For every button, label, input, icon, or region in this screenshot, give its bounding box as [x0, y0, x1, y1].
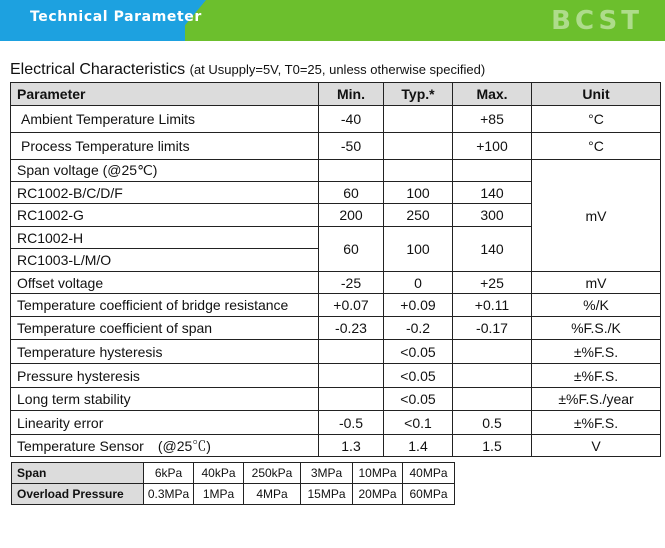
cell-max: +0.11 [453, 294, 532, 317]
cell-typ: +0.09 [384, 294, 453, 317]
cell-typ: 100 [384, 182, 453, 204]
cell-param: Temperature coefficient of bridge resistance [11, 294, 319, 317]
cell-min: -40 [319, 106, 384, 133]
cell-typ: 100 [384, 227, 453, 272]
cell-min [319, 388, 384, 411]
section-title-main: Electrical Characteristics [10, 61, 186, 78]
section-title-sub: (at Usupply=5V, T0=25, unless otherwise specified) [189, 62, 486, 77]
cell-max: +85 [453, 106, 532, 133]
span-cell: 40MPa [403, 463, 455, 484]
section-title [10, 61, 485, 79]
cell-max: 300 [453, 204, 532, 227]
cell-max: 1.5 [453, 435, 532, 457]
overload-cell: 20MPa [353, 484, 403, 505]
cell-min: -25 [319, 272, 384, 294]
brand-logo: BCST [551, 6, 643, 36]
header-tab-title: Technical Parameter [30, 9, 202, 25]
cell-unit: °C [532, 133, 661, 160]
cell-param: RC1003-L/M/O [11, 249, 319, 272]
table-row [11, 435, 661, 457]
cell-min [319, 160, 384, 182]
cell-min: +0.07 [319, 294, 384, 317]
cell-unit: °C [532, 106, 661, 133]
cell-unit-span: mV [532, 160, 661, 272]
cell-param: RC1002-B/C/D/F [11, 182, 319, 204]
header-banner [0, 0, 665, 41]
cell-typ: -0.2 [384, 317, 453, 340]
overload-cell: 0.3MPa [144, 484, 194, 505]
overload-cell: 1MPa [194, 484, 244, 505]
cell-max: -0.17 [453, 317, 532, 340]
span-row [12, 463, 455, 484]
cell-min: -0.5 [319, 411, 384, 435]
header-max: Max. [453, 83, 532, 106]
cell-unit: ±%F.S. [532, 340, 661, 364]
cell-min: 60 [319, 182, 384, 204]
cell-unit: ±%F.S./year [532, 388, 661, 411]
cell-typ [384, 133, 453, 160]
cell-param: Temperature hysteresis [11, 340, 319, 364]
cell-param: Process Temperature limits [11, 133, 319, 160]
table-row [11, 133, 661, 160]
cell-min [319, 340, 384, 364]
table-row [11, 294, 661, 317]
table-row [11, 317, 661, 340]
header-min: Min. [319, 83, 384, 106]
cell-param: Long term stability [11, 388, 319, 411]
cell-min: 1.3 [319, 435, 384, 457]
table-row [11, 340, 661, 364]
cell-unit: %/K [532, 294, 661, 317]
span-cell: 40kPa [194, 463, 244, 484]
cell-min [319, 364, 384, 388]
cell-max [453, 364, 532, 388]
cell-param: Temperature coefficient of span [11, 317, 319, 340]
cell-typ: <0.1 [384, 411, 453, 435]
cell-param: Offset voltage [11, 272, 319, 294]
overload-cell: 15MPa [301, 484, 353, 505]
table-row [11, 364, 661, 388]
table-row [11, 411, 661, 435]
header-typ: Typ.* [384, 83, 453, 106]
cell-typ: 0 [384, 272, 453, 294]
electrical-characteristics-table [10, 82, 661, 457]
header-parameter: Parameter [11, 83, 319, 106]
table-header-row [11, 83, 661, 106]
cell-param: Span voltage (@25℃) [11, 160, 319, 182]
table-row [11, 388, 661, 411]
cell-typ: 1.4 [384, 435, 453, 457]
table-row [11, 106, 661, 133]
span-cell: 10MPa [353, 463, 403, 484]
cell-min: -50 [319, 133, 384, 160]
table-row [11, 160, 661, 182]
cell-typ: <0.05 [384, 340, 453, 364]
cell-typ [384, 160, 453, 182]
cell-unit: ±%F.S. [532, 364, 661, 388]
cell-param: Pressure hysteresis [11, 364, 319, 388]
cell-typ: <0.05 [384, 364, 453, 388]
cell-param: RC1002-G [11, 204, 319, 227]
table-row [11, 272, 661, 294]
overload-pressure-table [11, 462, 455, 505]
cell-max [453, 160, 532, 182]
cell-param: Linearity error [11, 411, 319, 435]
cell-max [453, 340, 532, 364]
cell-param: RC1002-H [11, 227, 319, 249]
cell-typ [384, 106, 453, 133]
overload-cell: 60MPa [403, 484, 455, 505]
header-unit: Unit [532, 83, 661, 106]
cell-min: 200 [319, 204, 384, 227]
cell-max: 140 [453, 182, 532, 204]
cell-unit: mV [532, 272, 661, 294]
cell-max: 140 [453, 227, 532, 272]
cell-max: 0.5 [453, 411, 532, 435]
overload-row [12, 484, 455, 505]
cell-typ: 250 [384, 204, 453, 227]
cell-min: -0.23 [319, 317, 384, 340]
cell-max [453, 388, 532, 411]
span-cell: 250kPa [244, 463, 301, 484]
overload-cell: 4MPa [244, 484, 301, 505]
overload-label: Overload Pressure [12, 484, 144, 505]
cell-param: Ambient Temperature Limits [11, 106, 319, 133]
cell-unit: ±%F.S. [532, 411, 661, 435]
span-cell: 3MPa [301, 463, 353, 484]
span-label: Span [12, 463, 144, 484]
span-cell: 6kPa [144, 463, 194, 484]
cell-max: +25 [453, 272, 532, 294]
cell-param: Temperature Sensor (@25℃) [11, 435, 319, 457]
cell-min: 60 [319, 227, 384, 272]
cell-typ: <0.05 [384, 388, 453, 411]
cell-unit: V [532, 435, 661, 457]
cell-max: +100 [453, 133, 532, 160]
cell-unit: %F.S./K [532, 317, 661, 340]
